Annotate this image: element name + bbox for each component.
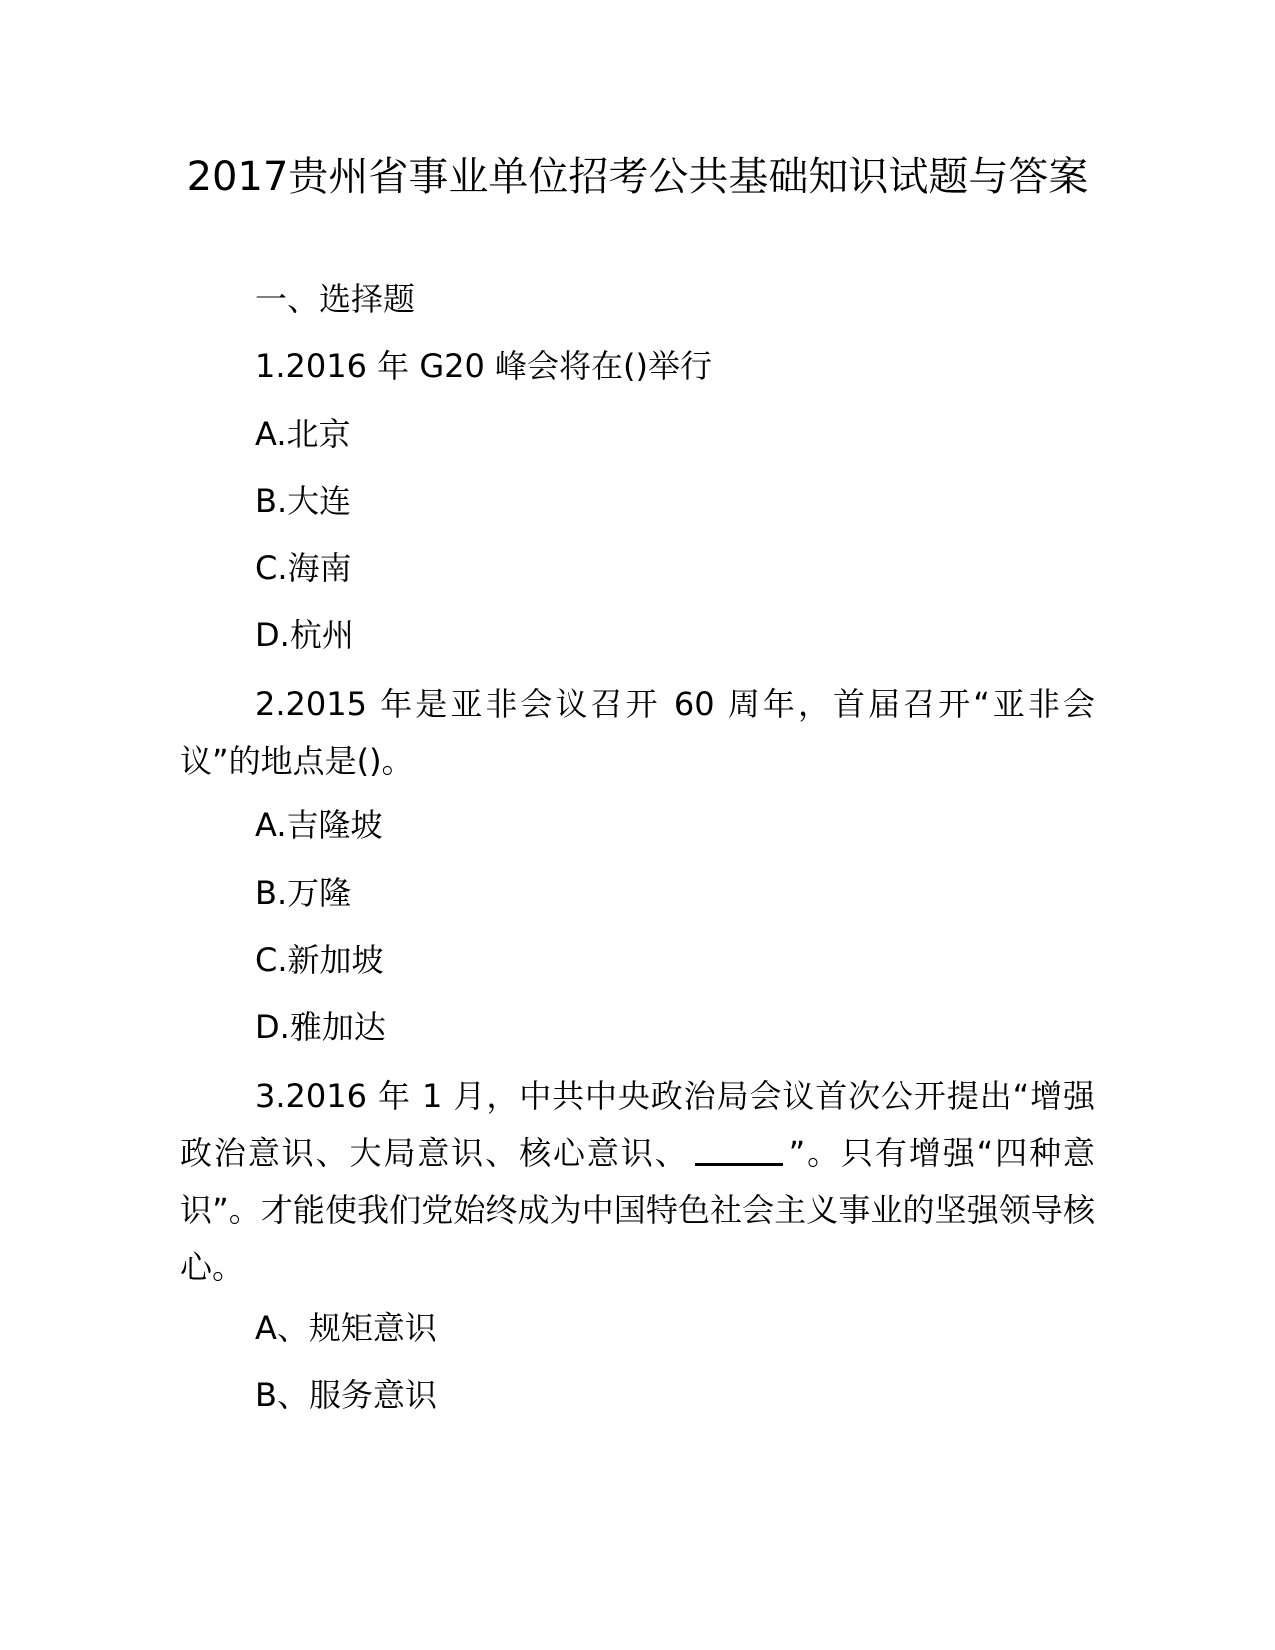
question-2-option-c: C.新加坡 (255, 941, 384, 979)
question-1-option-a: A.北京 (255, 415, 351, 453)
section-heading: 一、选择题 (255, 280, 416, 318)
question-3-stem-part-1: 3.2016 年 1 月，中共中央政治局会议首次公开提出“增强政治意识、大局意识、核心意识、 (180, 1077, 1095, 1172)
question-1-option-b: B.大连 (255, 482, 352, 520)
question-1-stem: 1.2016 年 G20 峰会将在()举行 (255, 347, 712, 385)
question-3-stem-part-2: ”。只有增强“四种意识”。才能使我们党始终成为中国特色社会主义事业的坚强领导核心。 (180, 1134, 1095, 1286)
fill-in-blank (695, 1131, 783, 1166)
question-3-option-b: B、服务意识 (255, 1376, 437, 1414)
question-1-option-d: D.杭州 (255, 616, 354, 654)
question-3-option-a: A、规矩意识 (255, 1309, 437, 1347)
question-2-option-d: D.雅加达 (255, 1008, 386, 1046)
document-title: 2017贵州省事业单位招考公共基础知识试题与答案 (186, 154, 1089, 200)
question-1-option-c: C.海南 (255, 549, 352, 587)
question-2-stem: 2.2015 年是亚非会议召开 60 周年，首届召开“亚非会议”的地点是()。 (180, 685, 1095, 780)
question-3-stem (180, 1068, 1095, 1296)
question-2-option-a: A.吉隆坡 (255, 806, 383, 844)
question-2-option-b: B.万隆 (255, 874, 352, 912)
